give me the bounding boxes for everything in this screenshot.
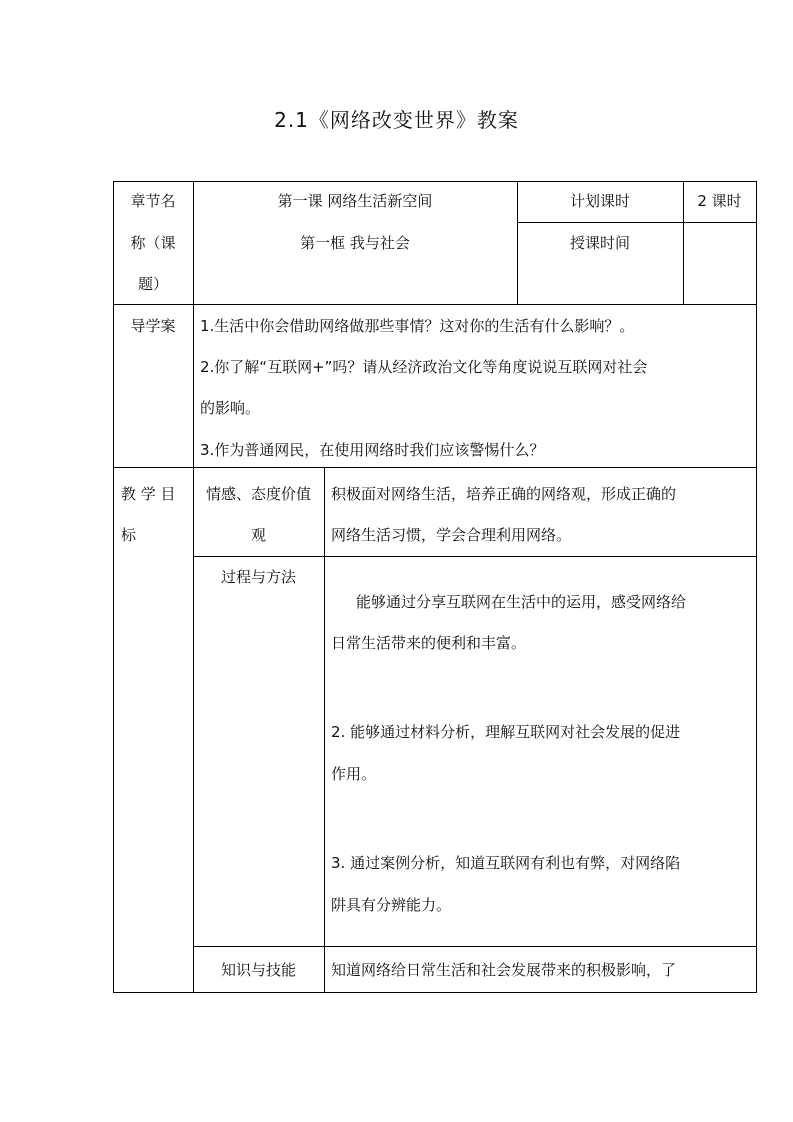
knowledge-label: 知识与技能 <box>220 961 296 979</box>
guide-label: 导学案 <box>130 317 176 335</box>
planned-hours-value: 2 课时 <box>697 192 742 210</box>
process-item-2-line2: 作用。 <box>331 765 377 783</box>
process-item-3-line2: 阱具有分辨能力。 <box>331 896 452 914</box>
chapter-label-line2: 称（课 <box>130 234 176 252</box>
emotion-label-line1: 情感、态度价值 <box>205 485 311 503</box>
goals-label-line2: 标 <box>121 526 137 544</box>
process-item-3-line1: 3. 通过案例分析，知道互联网有利也有弊，对网络陷 <box>331 854 681 872</box>
guide-question-3: 3.作为普通网民，在使用网络时我们应该警惕什么？ <box>200 441 545 459</box>
process-item-2-line1: 2. 能够通过材料分析，理解互联网对社会发展的促进 <box>331 723 681 741</box>
process-label: 过程与方法 <box>220 568 296 586</box>
teaching-time-label: 授课时间 <box>569 234 630 252</box>
emotion-text-line2: 网络生活习惯，学会合理利用网络。 <box>331 526 572 544</box>
lesson-subtitle: 第一框 我与社会 <box>300 234 410 252</box>
knowledge-text: 知道网络给日常生活和社会发展带来的积极影响，了 <box>331 961 677 979</box>
guide-question-2-line1: 2.你了解“互联网+”吗？请从经济政治文化等角度说说互联网对社会 <box>200 358 648 376</box>
guide-question-1: 1.生活中你会借助网络做那些事情？这对你的生活有什么影响？。 <box>200 317 635 335</box>
page-title: 2.1《网络改变世界》教案 <box>274 108 519 132</box>
emotion-label-line2: 观 <box>250 526 266 544</box>
planned-hours-label: 计划课时 <box>569 192 630 210</box>
process-item-1-line2: 日常生活带来的便利和丰富。 <box>331 634 527 652</box>
process-item-1-line1: 能够通过分享互联网在生活中的运用，感受网络给 <box>356 593 687 611</box>
emotion-text-line1: 积极面对网络生活，培养正确的网络观，形成正确的 <box>331 485 677 503</box>
guide-question-2-line2: 的影响。 <box>200 399 261 417</box>
chapter-label-line3: 题） <box>137 275 168 293</box>
chapter-label-line1: 章节名 <box>130 192 176 210</box>
lesson-title: 第一课 网络生活新空间 <box>277 192 433 210</box>
goals-label-line1: 教 学 目 <box>121 485 176 503</box>
